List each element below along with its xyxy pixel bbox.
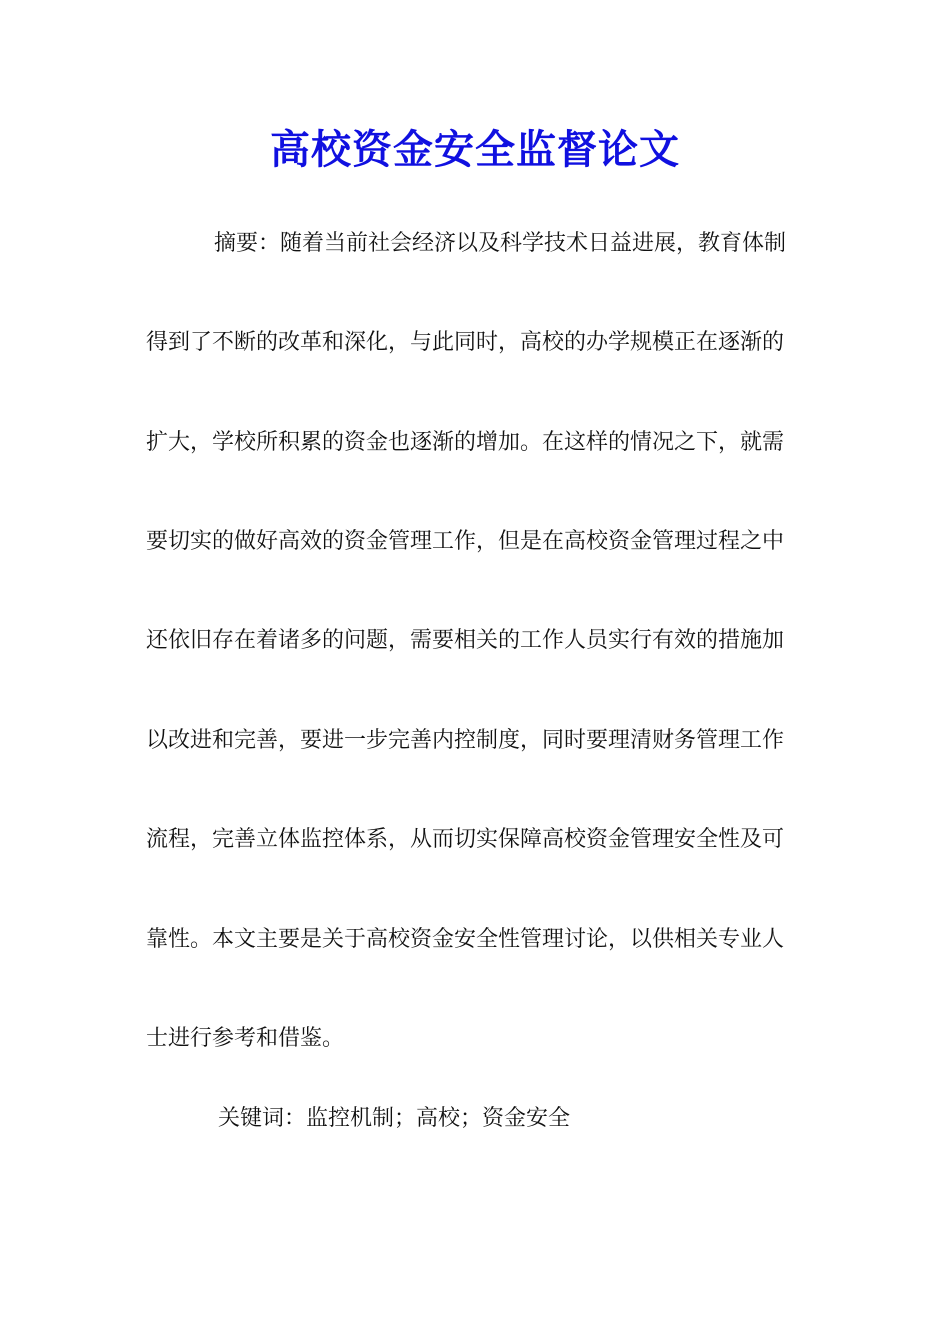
keywords-line: 关键词：监控机制；高校；资金安全 [218, 1106, 571, 1131]
abstract-line-3: 扩大，学校所积累的资金也逐渐的增加。在这样的情况之下，就需 [146, 430, 785, 455]
abstract-line-8: 靠性。本文主要是关于高校资金安全性管理讨论，以供相关专业人 [146, 927, 785, 952]
document-title: 高校资金安全监督论文 [270, 126, 680, 173]
abstract-line-6: 以改进和完善，要进一步完善内控制度，同时要理清财务管理工作 [146, 728, 785, 753]
abstract-line-5: 还依旧存在着诸多的问题，需要相关的工作人员实行有效的措施加 [146, 628, 785, 653]
abstract-line-7: 流程，完善立体监控体系，从而切实保障高校资金管理安全性及可 [146, 827, 785, 852]
abstract-line-1: 摘要：随着当前社会经济以及科学技术日益进展，教育体制 [214, 231, 787, 256]
abstract-line-4: 要切实的做好高效的资金管理工作，但是在高校资金管理过程之中 [146, 529, 785, 554]
abstract-line-9: 士进行参考和借鉴。 [146, 1026, 345, 1051]
abstract-line-2: 得到了不断的改革和深化，与此同时，高校的办学规模正在逐渐的 [146, 330, 785, 355]
